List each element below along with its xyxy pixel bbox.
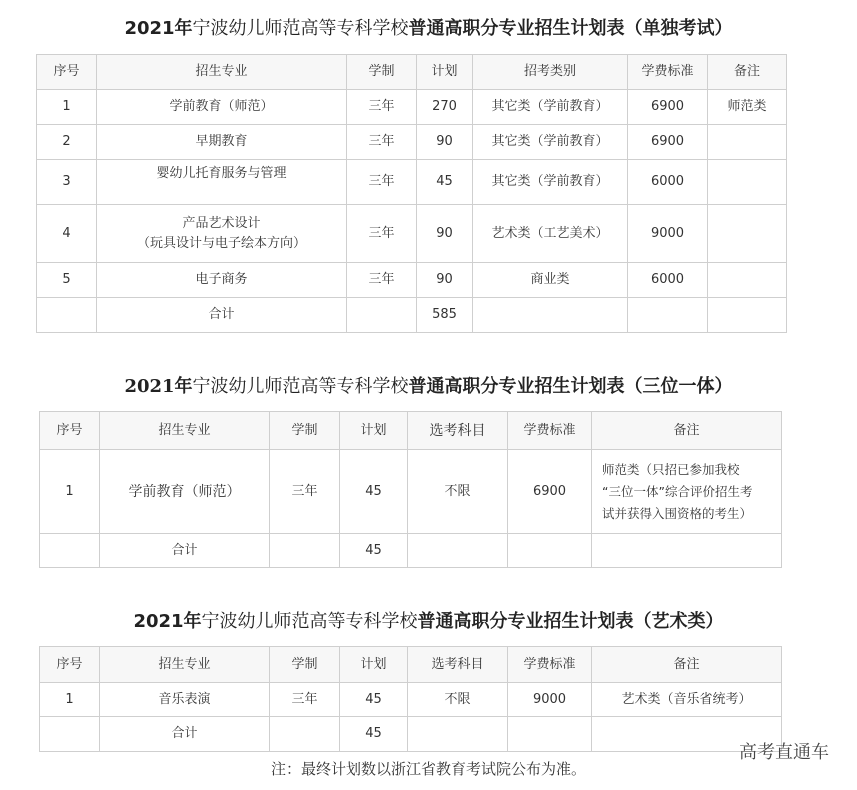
total-label: 合计 [100, 717, 270, 752]
watermark: 高考直通车 [739, 742, 829, 763]
cell-remark [708, 160, 787, 205]
header-cell: 学制 [347, 55, 417, 90]
total-label: 合计 [100, 534, 270, 568]
cell-category: 艺术类（工艺美术） [473, 205, 628, 263]
cell-years: 三年 [347, 125, 417, 160]
cell-no: 1 [40, 450, 100, 534]
major-line: （玩具设计与电子绘本方向） [136, 235, 306, 251]
cell-fee: 6900 [628, 125, 708, 160]
cell-category: 其它类（学前教育） [473, 125, 628, 160]
cell-remark: 艺术类（音乐省统考） [592, 683, 782, 717]
header-cell: 招生专业 [100, 647, 270, 683]
total-plan: 45 [340, 717, 408, 752]
cell-years: 三年 [270, 450, 340, 534]
header-cell: 备注 [592, 412, 782, 450]
cell-fee: 6900 [508, 450, 592, 534]
cell-plan: 90 [417, 205, 473, 263]
major-line: 产品艺术设计 [182, 215, 261, 231]
cell-plan: 90 [417, 125, 473, 160]
cell-major: 早期教育 [97, 125, 347, 160]
total-row [37, 298, 787, 333]
table3-title: 2021年宁波幼儿师范高等专科学校普通高职分专业招生计划表（艺术类） [133, 611, 724, 632]
header-cell: 序号 [37, 55, 97, 90]
cell-plan: 45 [340, 450, 408, 534]
header-cell: 备注 [708, 55, 787, 90]
header-cell: 选考科目 [408, 412, 508, 450]
cell-major [97, 205, 347, 263]
cell-fee: 6900 [628, 90, 708, 125]
cell-plan: 45 [340, 683, 408, 717]
table-row [37, 205, 787, 263]
cell-years: 三年 [347, 90, 417, 125]
header-cell: 招考类别 [473, 55, 628, 90]
table2-header-row [40, 412, 782, 450]
cell-major: 电子商务 [97, 263, 347, 298]
header-cell: 序号 [40, 647, 100, 683]
cell-plan: 270 [417, 90, 473, 125]
table-row [37, 125, 787, 160]
header-cell: 计划 [340, 412, 408, 450]
header-cell: 招生专业 [97, 55, 347, 90]
footnote: 注：最终计划数以浙江省教育考试院公布为准。 [270, 760, 586, 778]
cell-category: 其它类（学前教育） [473, 90, 628, 125]
cell-no: 5 [37, 263, 97, 298]
header-cell: 备注 [592, 647, 782, 683]
total-plan: 45 [340, 534, 408, 568]
cell-no: 1 [40, 683, 100, 717]
table2-title: 2021年宁波幼儿师范高等专科学校普通高职分专业招生计划表（三位一体） [124, 376, 733, 397]
cell-major: 婴幼儿托育服务与管理 [97, 160, 347, 205]
remark-line: 试并获得入围资格的考生） [602, 505, 753, 521]
header-cell: 计划 [417, 55, 473, 90]
cell-no: 2 [37, 125, 97, 160]
cell-plan: 45 [417, 160, 473, 205]
table-row [37, 160, 787, 205]
table-row [37, 90, 787, 125]
header-cell: 学费标准 [628, 55, 708, 90]
table1-title: 2021年宁波幼儿师范高等专科学校普通高职分专业招生计划表（单独考试） [124, 18, 733, 39]
header-cell: 学制 [270, 412, 340, 450]
cell-major: 音乐表演 [100, 683, 270, 717]
cell-remark [708, 125, 787, 160]
remark-line: “三位一体”综合评价招生考 [602, 483, 753, 499]
header-cell: 学制 [270, 647, 340, 683]
header-cell: 序号 [40, 412, 100, 450]
table-row [40, 683, 782, 717]
total-plan: 585 [417, 298, 473, 333]
total-row [40, 717, 782, 752]
cell-remark [708, 263, 787, 298]
cell-category: 商业类 [473, 263, 628, 298]
cell-years: 三年 [270, 683, 340, 717]
header-cell: 招生专业 [100, 412, 270, 450]
cell-plan: 90 [417, 263, 473, 298]
table3-header-row [40, 647, 782, 683]
cell-subject: 不限 [408, 450, 508, 534]
table-row [37, 263, 787, 298]
header-cell: 学费标准 [508, 412, 592, 450]
header-cell: 计划 [340, 647, 408, 683]
cell-remark: 师范类 [708, 90, 787, 125]
table2 [39, 411, 782, 568]
cell-subject: 不限 [408, 683, 508, 717]
table-row [40, 450, 782, 534]
header-cell: 学费标准 [508, 647, 592, 683]
cell-no: 3 [37, 160, 97, 205]
cell-major: 学前教育（师范） [97, 90, 347, 125]
header-cell: 选考科目 [408, 647, 508, 683]
total-label: 合计 [97, 298, 347, 333]
table3 [39, 646, 782, 752]
cell-remark [708, 205, 787, 263]
table1 [36, 54, 787, 333]
cell-fee: 9000 [508, 683, 592, 717]
cell-years: 三年 [347, 263, 417, 298]
cell-category: 其它类（学前教育） [473, 160, 628, 205]
cell-remark [592, 450, 782, 534]
table1-header-row [37, 55, 787, 90]
cell-fee: 6000 [628, 160, 708, 205]
cell-years: 三年 [347, 160, 417, 205]
cell-years: 三年 [347, 205, 417, 263]
remark-line: 师范类（只招已参加我校 [602, 461, 740, 477]
cell-no: 1 [37, 90, 97, 125]
cell-fee: 9000 [628, 205, 708, 263]
cell-major: 学前教育（师范） [100, 450, 270, 534]
cell-fee: 6000 [628, 263, 708, 298]
total-row [40, 534, 782, 568]
cell-no: 4 [37, 205, 97, 263]
